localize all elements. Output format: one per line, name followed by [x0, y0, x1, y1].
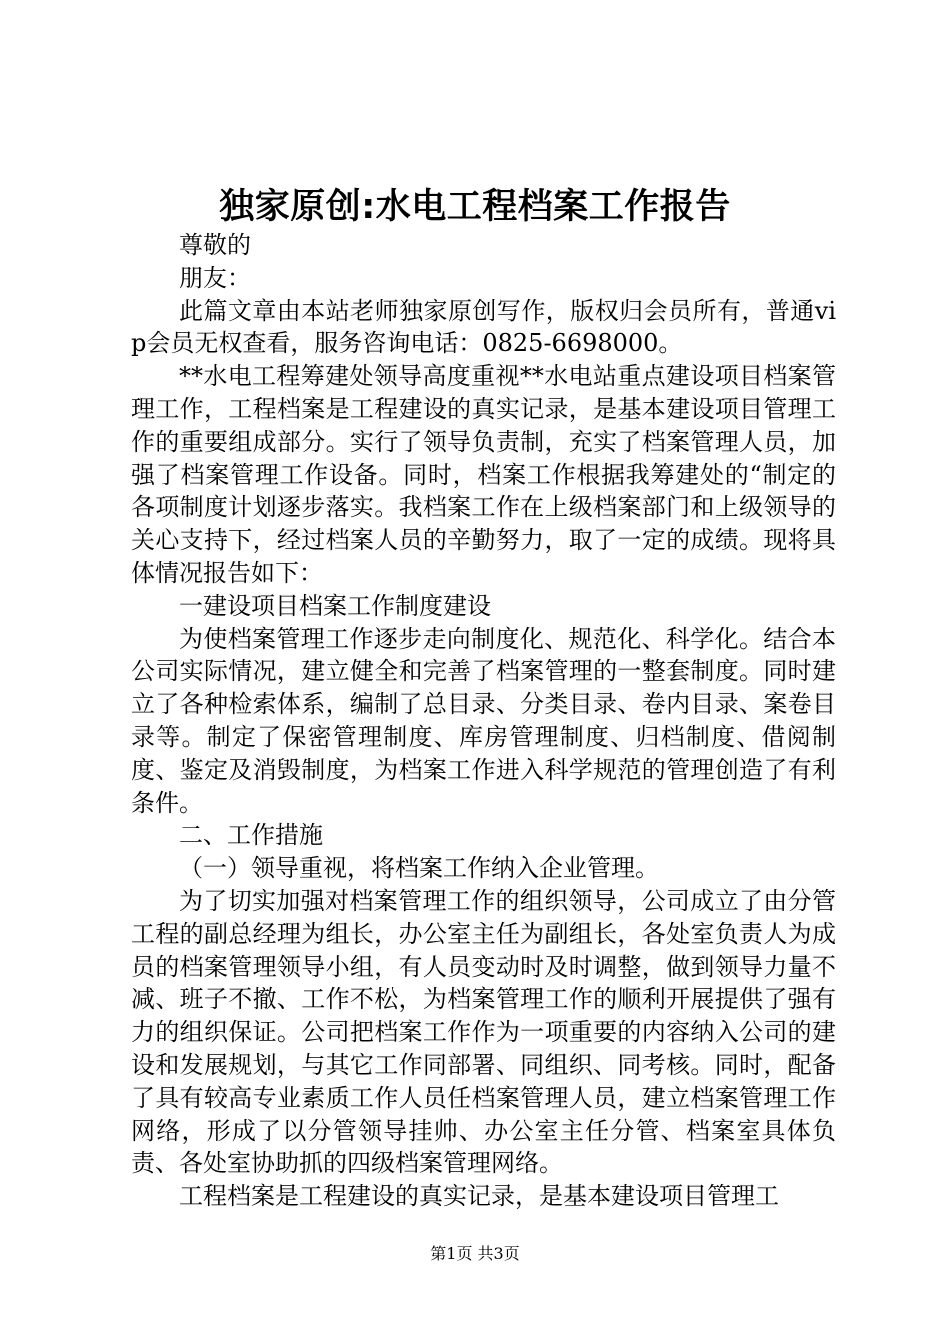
page-footer: 第1页 共3页 [430, 1244, 520, 1263]
section-heading-1: 一建设项目档案工作制度建设 [179, 591, 491, 620]
salutation-line-2: 朋友： [179, 263, 251, 292]
copyright-notice-paragraph: 此篇文章由本站老师独家原创写作，版权归会员所有，普通vip会员无权查看，服务咨询电话：0825-6698000。 [131, 296, 836, 358]
body-paragraph: 为了切实加强对档案管理工作的组织领导，公司成立了由分管工程的副总经理为组长，办公室主任为副组长，各处室负责人为成员的档案管理领导小组，有人员变动时及时调整，做到领导力量不减、班子不撤、工作不松，为档案管理工作的顺利开展提供了强有力的组织保证。公司把档案工作作为一项重要的内容纳入公司的建设和发展规划，与其它工作同部署、同组织、同考核。同时，配备了具有较高专业素质工作人员任档案管理人员，建立档案管理工作网络，形成了以分管领导挂帅、办公室主任分管、档案室具体负责、各处室协助抓的四级档案管理网络。 [131, 886, 836, 1178]
salutation-line-1: 尊敬的 [179, 231, 251, 259]
section-heading-2: 二、工作措施 [179, 821, 323, 850]
subsection-heading: （一）领导重视，将档案工作纳入企业管理。 [179, 854, 659, 883]
body-paragraph: 工程档案是工程建设的真实记录，是基本建设项目管理工 [179, 1182, 779, 1211]
intro-paragraph: **水电工程筹建处领导高度重视**水电站重点建设项目档案管理工作，工程档案是工程建设的真实记录，是基本建设项目管理工作的重要组成部分。实行了领导负责制，充实了档案管理人员，加强了档案管理工作设备。同时，档案工作根据我筹建处的“制定的各项制度计划逐步落实。我档案工作在上级档案部门和上级领导的关心支持下，经过档案人员的辛勤努力，取了一定的成绩。现将具体情况报告如下： [131, 362, 836, 587]
document-title: 独家原创:水电工程档案工作报告 [219, 187, 731, 227]
document-body [131, 229, 836, 1213]
body-paragraph: 为使档案管理工作逐步走向制度化、规范化、科学化。结合本公司实际情况，建立健全和完善了档案管理的一整套制度。同时建立了各种检索体系，编制了总目录、分类目录、卷内目录、案卷目录等。制定了保密管理制度、库房管理制度、归档制度、借阅制度、鉴定及消毁制度，为档案工作进入科学规范的管理创造了有利条件。 [131, 624, 836, 817]
